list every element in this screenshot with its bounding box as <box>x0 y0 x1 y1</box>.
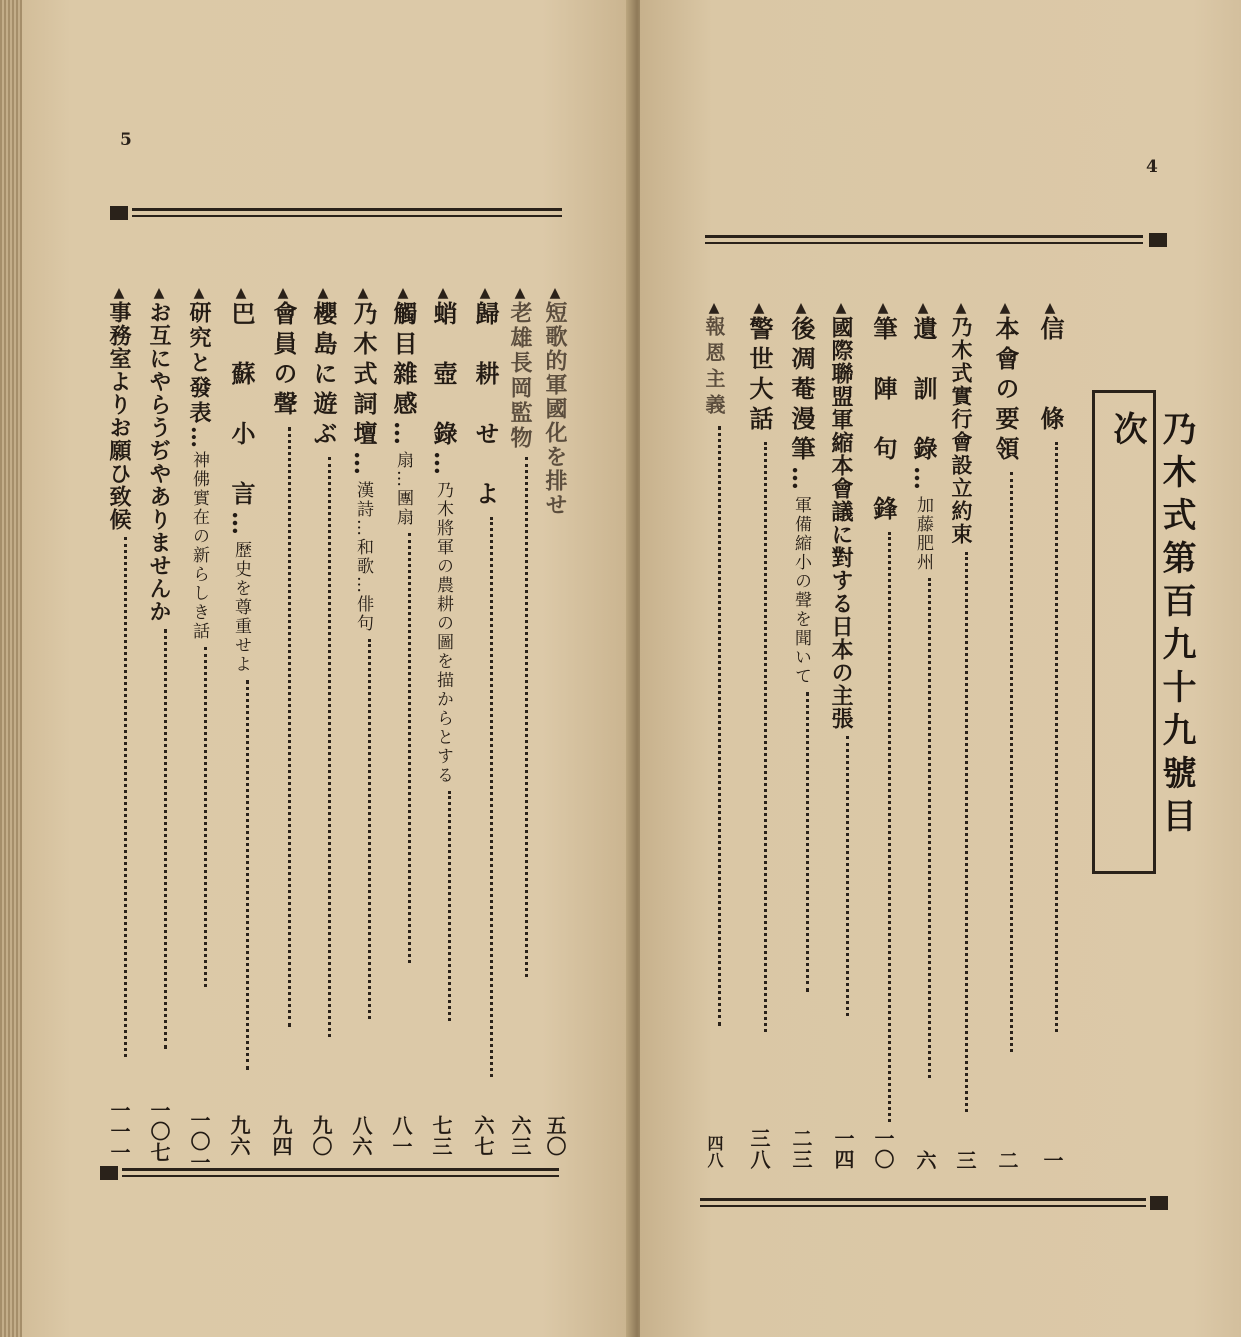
toc-entry-page: 二 <box>995 1150 1019 1171</box>
toc-entry[interactable]: ▲事務室よりお願ひ致候 <box>104 285 135 1063</box>
left-top-rule <box>110 206 565 220</box>
toc-entry[interactable]: ▲研究と發表…神佛實在の新らしき話 <box>184 285 215 993</box>
toc-entry[interactable]: ▲歸 耕 せ よ <box>468 285 503 1083</box>
left-page-number: 5 <box>120 130 132 150</box>
toc-entry[interactable]: ▲短歌的軍國化を排せ <box>542 285 568 517</box>
toc-entry[interactable]: ▲會員の聲 <box>266 285 301 1033</box>
toc-entry-page: 二三 <box>789 1128 813 1170</box>
toc-entry-page: 一四 <box>831 1128 855 1170</box>
toc-entry[interactable]: ▲本會の要領 <box>988 300 1023 1058</box>
toc-entry-page: 一〇 <box>871 1128 895 1170</box>
toc-entry-page: 四八 <box>705 1135 724 1169</box>
toc-entry-page: 七三 <box>429 1115 453 1157</box>
toc-entry[interactable]: ▲乃木式實行會設立約束 <box>946 300 976 1118</box>
toc-entry[interactable]: ▲蛸 壺 錄…乃木將軍の農耕の圖を描からとする <box>426 285 461 1027</box>
toc-entry-page: 一〇七 <box>147 1100 171 1163</box>
toc-entry-page: 三八 <box>747 1128 771 1170</box>
toc-entry[interactable]: ▲乃木式詞壇…漢詩…和歌…俳句 <box>346 285 381 1025</box>
toc-entry[interactable]: ▲お互にやらうぢやありませんか <box>144 285 175 1055</box>
page-edge <box>0 0 22 1337</box>
toc-entry-page: 一一一 <box>107 1100 131 1163</box>
toc-entry[interactable]: ▲巴 蘇 小 言…歷史を尊重せよ <box>224 285 259 1076</box>
left-bottom-rule <box>100 1166 562 1180</box>
toc-entry[interactable]: ▲報恩主義 <box>700 300 729 1032</box>
toc-entry[interactable]: ▲老雄長岡監物 <box>505 285 536 983</box>
toc-entry[interactable]: ▲櫻島に遊ぶ <box>306 285 341 1043</box>
toc-entry-page: 九〇 <box>309 1115 333 1157</box>
toc-entry[interactable]: ▲信 條 <box>1033 300 1068 1038</box>
toc-entry-page: 六七 <box>471 1115 495 1157</box>
toc-entry[interactable]: ▲警世大話 <box>742 300 777 1038</box>
toc-entry-page: 六三 <box>508 1115 532 1157</box>
toc-entry-page: 五〇 <box>543 1115 567 1157</box>
toc-entry-page: 一 <box>1040 1150 1064 1171</box>
toc-entry-page: 九六 <box>227 1115 251 1157</box>
toc-entry-page: 一〇一 <box>187 1110 211 1173</box>
toc-entry[interactable]: ▲國際聯盟軍縮本會議に對する日本の主張 <box>826 300 857 1022</box>
right-top-rule <box>705 233 1167 247</box>
toc-entry-page: 八一 <box>389 1115 413 1157</box>
right-bottom-rule <box>700 1196 1168 1210</box>
toc-entry-page: 九四 <box>269 1115 293 1157</box>
toc-entry[interactable]: ▲遺 訓 錄…加藤肥州 <box>906 300 941 1084</box>
toc-entry-page: 三 <box>953 1150 977 1171</box>
toc-entry[interactable]: ▲後凋菴漫筆…軍備縮小の聲を聞いて <box>784 300 819 998</box>
toc-entry[interactable]: ▲觸目雜感…扇…團扇 <box>386 285 421 969</box>
toc-entry-page: 六 <box>913 1150 937 1171</box>
right-page-number: 4 <box>1146 157 1158 177</box>
toc-title-box <box>1092 390 1196 874</box>
toc-title: 乃木式第百九十九號目次 <box>1107 411 1196 841</box>
toc-entry-page: 八六 <box>349 1115 373 1157</box>
toc-entry[interactable]: ▲筆 陣 句 鋒 <box>866 300 901 1128</box>
